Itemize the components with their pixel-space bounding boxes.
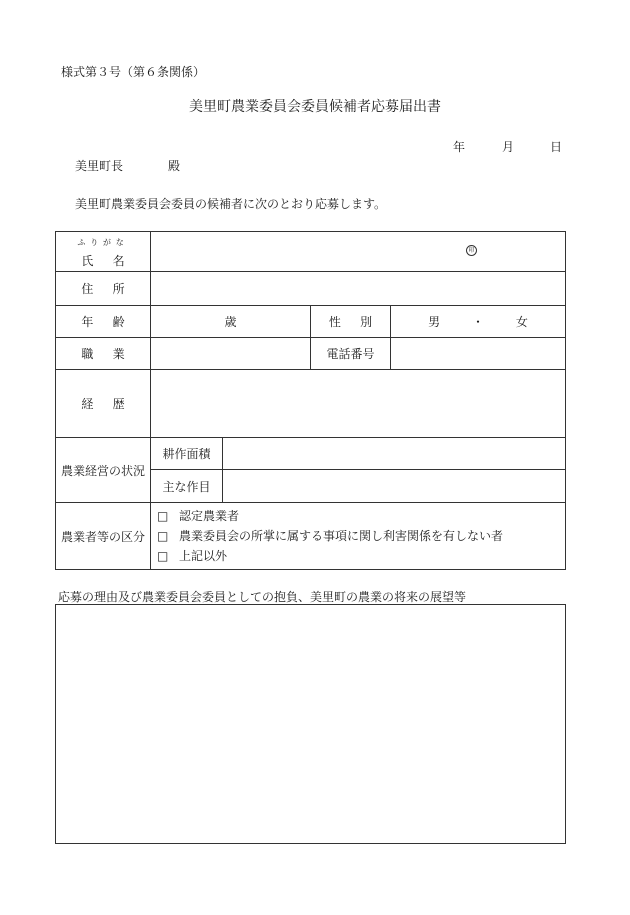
checkbox-icon[interactable]: □ [157,549,169,563]
occupation-input-cell[interactable] [151,338,311,370]
occupation-label-cell [56,338,151,370]
gender-separator: ・ [471,315,484,329]
category-row [56,503,566,570]
gender-male-option[interactable]: 男 [428,315,441,329]
gender-label-cell [311,306,391,338]
gender-label: 性別 [328,315,392,329]
age-label-cell [56,306,151,338]
age-input-cell[interactable] [151,306,311,338]
address-label: 住所 [81,282,144,296]
reason-input-box[interactable] [55,604,566,844]
main-crops-input-cell[interactable] [223,470,566,503]
category-option-label: 認定農業者 [179,509,240,523]
age-gender-row [56,306,566,338]
phone-label-cell [311,338,391,370]
farming-status-label-cell [56,438,151,503]
phone-input-cell[interactable] [391,338,566,370]
date-day-label: 日 [550,140,563,154]
name-input-cell[interactable] [151,232,566,272]
farming-status-label: 農業経営の状況 [60,463,145,478]
addressee: 美里町長 [75,159,124,173]
checkbox-icon[interactable]: □ [157,529,169,543]
date-month-label: 月 [502,140,515,154]
address-row [56,272,566,306]
farming-area-row [56,438,566,470]
cultivated-area-label: 耕作面積 [162,447,211,461]
career-row [56,370,566,438]
form-title: 美里町農業委員会委員候補者応募届出書 [189,99,441,115]
cultivated-area-label-cell [151,438,223,470]
age-unit: 歳 [224,315,237,329]
category-option-certified-farmer[interactable] [157,506,565,526]
category-label: 農業者等の区分 [60,529,145,544]
age-label: 年齢 [81,315,144,329]
name-label-cell [56,232,151,272]
category-option-no-interest[interactable] [157,526,565,546]
career-label: 経歴 [81,397,144,411]
address-input-cell[interactable] [151,272,566,306]
date-year-label: 年 [453,140,466,154]
phone-label: 電話番号 [326,347,375,361]
name-row [56,232,566,272]
checkbox-icon[interactable]: □ [157,509,169,523]
reason-label: 応募の理由及び農業委員会委員としての抱負、美里町の農業の将来の展望等 [58,590,467,604]
main-crops-label-cell [151,470,223,503]
career-input-cell[interactable] [151,370,566,438]
address-label-cell [56,272,151,306]
category-option-label: 上記以外 [179,549,228,563]
furigana-label: ふりがな [77,238,129,247]
form-number: 様式第３号（第６条関係） [61,65,206,79]
category-label-cell [56,503,151,570]
seal-mark: 印 [466,245,477,256]
occupation-label: 職業 [81,347,144,361]
honorific: 殿 [168,159,181,173]
main-crops-label: 主な作目 [162,479,211,494]
occupation-phone-row [56,338,566,370]
career-label-cell [56,370,151,438]
cultivated-area-input-cell[interactable] [223,438,566,470]
name-label: 氏名 [81,254,144,268]
category-option-label: 農業委員会の所掌に属する事項に関し利害関係を有しない者 [179,529,504,543]
application-table [55,231,566,570]
gender-options-cell[interactable] [391,306,566,338]
intro-text: 美里町農業委員会委員の候補者に次のとおり応募します。 [75,197,387,211]
category-option-other[interactable] [157,546,565,566]
gender-female-option[interactable]: 女 [515,315,528,329]
category-options-cell [151,503,566,570]
